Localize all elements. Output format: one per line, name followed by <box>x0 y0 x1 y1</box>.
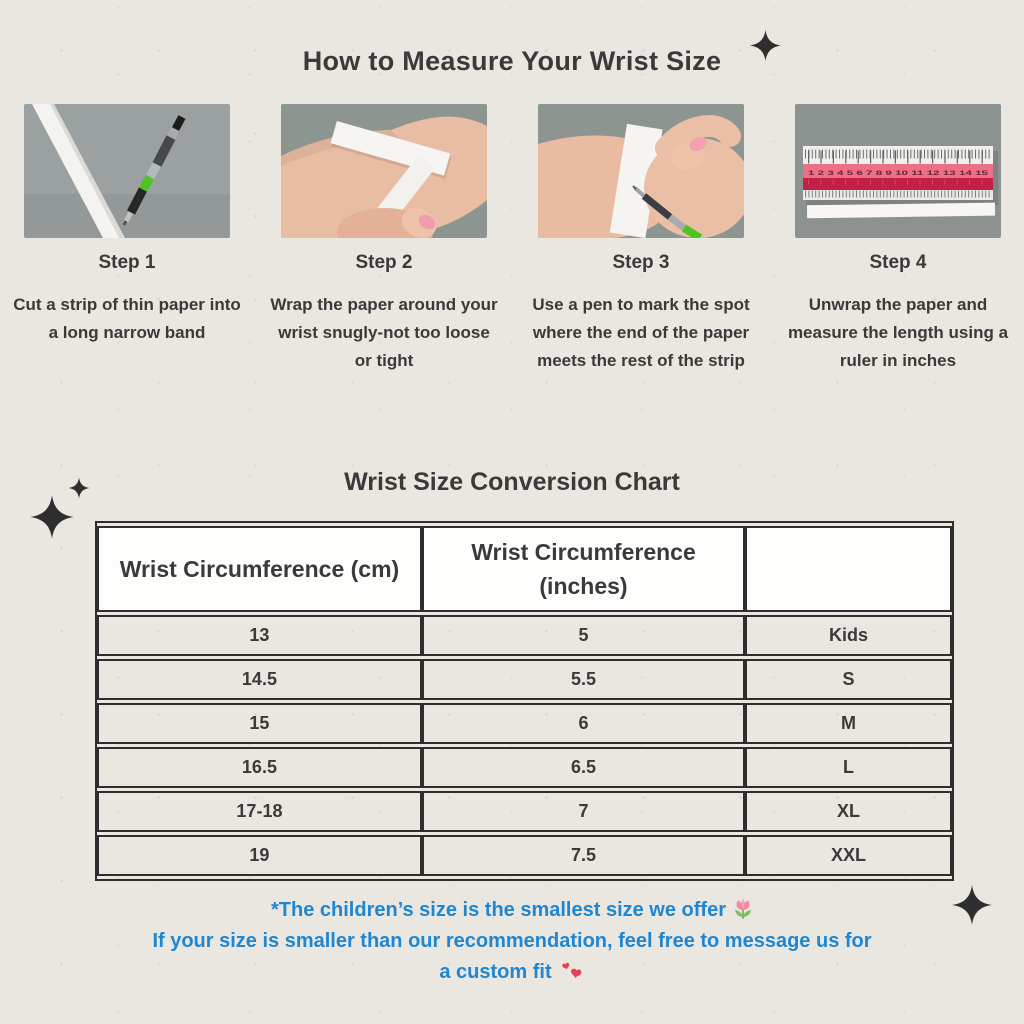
chart-title: Wrist Size Conversion Chart <box>344 468 680 496</box>
table-row <box>97 659 952 700</box>
cell-inches: 7 <box>422 791 745 832</box>
conversion-table <box>95 521 954 881</box>
cell-size: S <box>745 659 952 700</box>
step2-photo <box>281 104 487 238</box>
cell-cm: 13 <box>97 615 422 656</box>
step-3-title: Step 3 <box>612 252 670 273</box>
step-1-title: Step 1 <box>98 252 156 273</box>
cell-inches: 5 <box>422 615 745 656</box>
sparkle-icon <box>749 29 782 62</box>
column-header-size <box>745 526 952 612</box>
step1-photo <box>24 104 230 238</box>
step-2-description: Wrap the paper around your wrist snugly-not too loose or tight <box>270 295 498 370</box>
table-row <box>97 615 952 656</box>
cell-inches: 7.5 <box>422 835 745 876</box>
tulip-icon <box>733 897 753 920</box>
step-2 <box>269 252 499 375</box>
ruler-numbers: 1 2 3 4 5 6 7 8 9 10 11 12 13 14 15 <box>808 170 989 177</box>
footer-line1-text: *The children’s size is the smallest size we offer <box>271 899 726 921</box>
cell-cm: 19 <box>97 835 422 876</box>
sparkle-icon <box>951 884 993 926</box>
cell-size: XXL <box>745 835 952 876</box>
cell-inches: 6.5 <box>422 747 745 788</box>
table-row <box>97 703 952 744</box>
cell-cm: 14.5 <box>97 659 422 700</box>
step-1 <box>12 252 242 347</box>
page-title: How to Measure Your Wrist Size <box>302 46 722 76</box>
step-2-title: Step 2 <box>355 252 413 273</box>
cell-size: XL <box>745 791 952 832</box>
footer-line-2: If your size is smaller than our recommendation, feel free to message us for <box>152 930 872 952</box>
step-4 <box>783 252 1013 375</box>
table-row <box>97 791 952 832</box>
step-3-description: Use a pen to mark the spot where the end of the paper meets the rest of the strip <box>532 295 750 370</box>
sparkle-icon <box>29 494 75 540</box>
step-4-title: Step 4 <box>869 252 927 273</box>
cell-cm: 16.5 <box>97 747 422 788</box>
table-header-row <box>97 526 952 612</box>
cell-inches: 6 <box>422 703 745 744</box>
step4-photo <box>795 104 1001 238</box>
footer-line-1 <box>0 895 1024 926</box>
footer-line-3 <box>0 957 1024 988</box>
table-row <box>97 747 952 788</box>
two-hearts-icon <box>559 960 585 982</box>
footer-note <box>0 895 1024 988</box>
cell-size: M <box>745 703 952 744</box>
table-row <box>97 835 952 876</box>
step-4-description: Unwrap the paper and measure the length using a ruler in inches <box>787 295 1009 370</box>
column-header-inches: Wrist Circumference (inches) <box>422 526 745 612</box>
cell-size: L <box>745 747 952 788</box>
step3-photo <box>538 104 744 238</box>
cell-inches: 5.5 <box>422 659 745 700</box>
cell-size: Kids <box>745 615 952 656</box>
cell-cm: 15 <box>97 703 422 744</box>
footer-line3-text: a custom fit <box>439 961 552 983</box>
step-3 <box>526 252 756 375</box>
column-header-cm: Wrist Circumference (cm) <box>97 526 422 612</box>
cell-cm: 17-18 <box>97 791 422 832</box>
step-1-description: Cut a strip of thin paper into a long narrow band <box>13 295 241 342</box>
